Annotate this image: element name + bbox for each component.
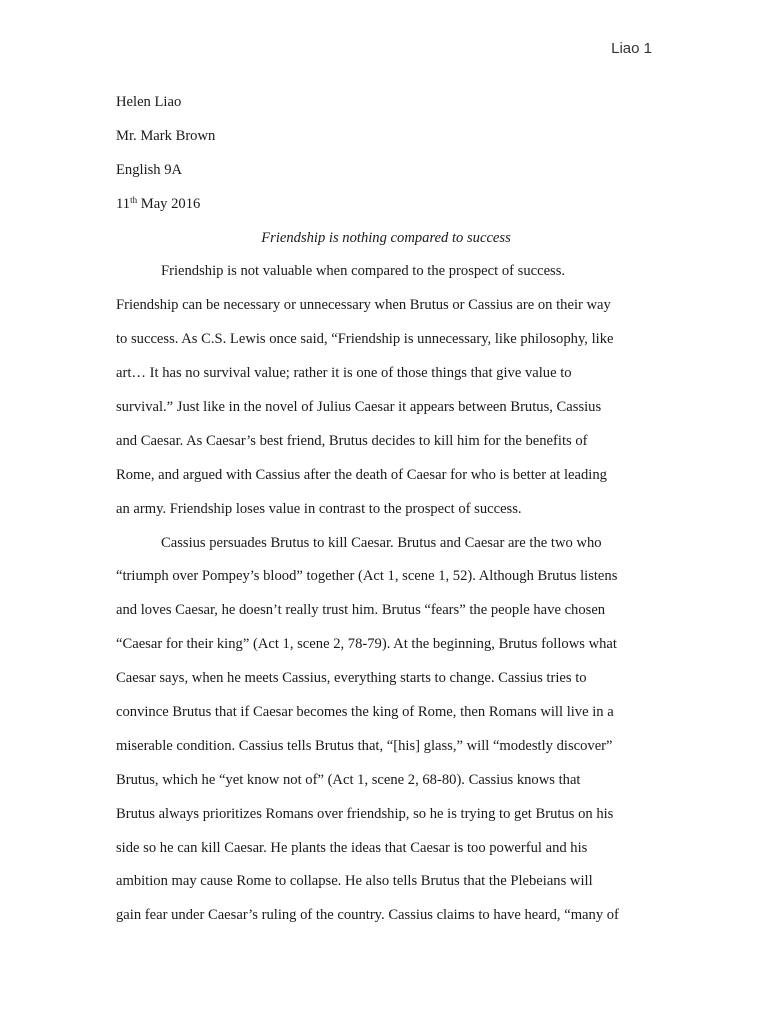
date-line <box>116 188 656 222</box>
paragraph-line: Brutus, which he “yet know not of” (Act 1, scene 2, 68-80). Cassius knows that <box>116 771 581 788</box>
paragraph-line: convince Brutus that if Caesar becomes the king of Rome, then Romans will live in a <box>116 704 614 721</box>
paragraph-line: Rome, and argued with Cassius after the death of Caesar for who is better at leading <box>116 466 607 483</box>
page-header: Liao 1 <box>611 40 652 57</box>
paragraph-line: survival.” Just like in the novel of Julius Caesar it appears between Brutus, Cassius <box>116 399 602 416</box>
paragraph-line: to success. As C.S. Lewis once said, “Friendship is unnecessary, like philosophy, like <box>116 331 614 348</box>
date-rest: May 2016 <box>137 195 201 212</box>
essay-title: Friendship is nothing compared to success <box>261 229 511 246</box>
paragraph-line: and loves Caesar, he doesn’t really trust him. Brutus “fears” the people have chosen <box>116 602 606 619</box>
paragraph-line: gain fear under Caesar’s ruling of the country. Cassius claims to have heard, “many of <box>116 907 619 924</box>
paragraph-line: and Caesar. As Caesar’s best friend, Brutus decides to kill him for the benefits of <box>116 432 588 449</box>
paragraph-2 <box>116 527 656 934</box>
paragraph-line: miserable condition. Cassius tells Brutus that, “[his] glass,” will “modestly discover” <box>116 737 613 754</box>
paragraph-line: Caesar says, when he meets Cassius, everything starts to change. Cassius tries to <box>116 670 587 687</box>
paragraph-line: “triumph over Pompey’s blood” together (Act 1, scene 1, 52). Although Brutus listens <box>116 568 618 585</box>
document-body <box>116 86 656 933</box>
paragraph-line: Friendship is not valuable when compared to the prospect of success. <box>161 263 566 280</box>
paragraph-line: ambition may cause Rome to collapse. He also tells Brutus that the Plebeians will <box>116 873 593 890</box>
paragraph-line: art… It has no survival value; rather it is one of those things that give value to <box>116 365 572 382</box>
paragraph-1 <box>116 255 656 526</box>
course-name: English 9A <box>116 161 183 178</box>
teacher-name: Mr. Mark Brown <box>116 127 216 144</box>
paragraph-line: Friendship can be necessary or unnecessary when Brutus or Cassius are on their way <box>116 297 611 314</box>
date-suffix: th <box>130 194 138 205</box>
date-day: 11 <box>116 195 131 212</box>
paragraph-line: Cassius persuades Brutus to kill Caesar. Brutus and Caesar are the two who <box>161 534 602 551</box>
paragraph-line: “Caesar for their king” (Act 1, scene 2, 78-79). At the beginning, Brutus follows what <box>116 636 617 653</box>
paragraph-line: an army. Friendship loses value in contrast to the prospect of success. <box>116 500 522 517</box>
author-name: Helen Liao <box>116 94 182 110</box>
paragraph-line: side so he can kill Caesar. He plants the ideas that Caesar is too powerful and his <box>116 839 588 856</box>
paragraph-line: Brutus always prioritizes Romans over friendship, so he is trying to get Brutus on his <box>116 805 614 822</box>
